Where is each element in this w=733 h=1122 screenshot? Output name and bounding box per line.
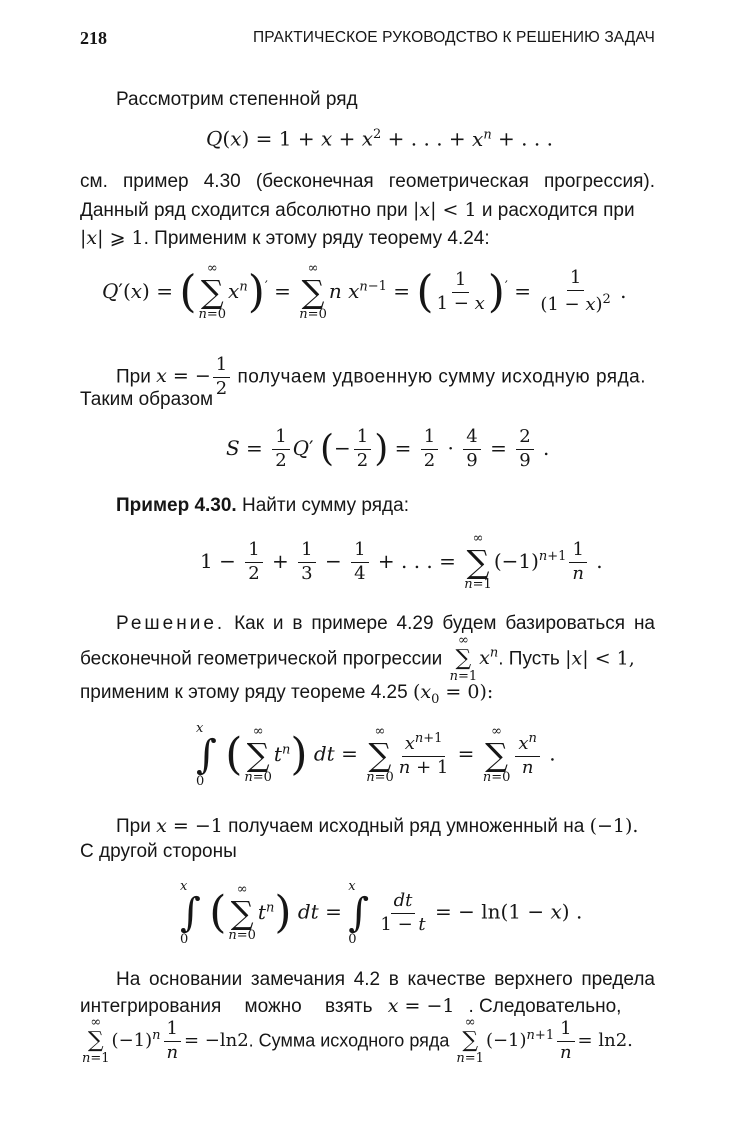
text-pri: При x = − $\frac{1}{2}$ получаем удвоенную сумму исходную ряда. — [116, 354, 647, 399]
text-line-3: |x| ⩾ 1. Применим к этому ряду теорему 4.24: — [80, 227, 490, 249]
formula-series: 1 − $\frac{1}{2}$ + $\frac{1}{3}$ − $\frac{1}{4}$ + . . . = ∞ ∑ n=1 $(-1)^{n+1}$ $\frac{1}{n}$ . — [200, 531, 603, 593]
formula-Q: $Q(x) = 1 + x + x^2$ + . . . + $x^n$ + . . . — [206, 126, 553, 151]
page-header — [80, 28, 655, 52]
text-line-2: Данный ряд сходится абсолютно при |x| < 1 и расходится при — [80, 199, 635, 221]
formula-integral-1: x ∫ 0 ( ∞ ∑ n=0 $t^n$) dt = ∞ ∑ n=0 $\frac{x^{n+1}}{n + 1}$ = ∞ ∑ n=0 $\frac{x^n}{n}$ . — [196, 721, 556, 789]
text-tak: Таким образом — [80, 389, 214, 410]
apply-line: применим к этому ряду теореме 4.25 $(x_0 = 0)$: — [80, 681, 494, 707]
last-line-2: интегрирования можно взять x = −1 . Следовательно, — [80, 995, 622, 1017]
last-line-1: На основании замечания 4.2 в качестве верхнего предела — [116, 969, 655, 990]
solution-line: Решение. Как и в примере 4.29 будем базироваться на — [116, 613, 656, 634]
geo-line: бесконечной геометрической прогрессии ∞ ∑ n=1 $x^n$. Пусть |x| < 1, — [80, 633, 635, 685]
formula-integral-2: x ∫ 0 ( ∞ ∑ n=0 $t^n$) dt = x ∫ 0 $\frac{dt}{1 - t}$ = − ln(1 − x) . — [180, 879, 583, 947]
other-line: С другой стороны — [80, 841, 237, 862]
running-title: ПРАКТИЧЕСКОЕ РУКОВОДСТВО К РЕШЕНИЮ ЗАДАЧ — [253, 29, 655, 46]
intro-text: Рассмотрим степенной ряд — [116, 89, 358, 110]
mult-line: При x = −1 получаем исходный ряд умноженный на (−1). — [116, 815, 639, 837]
formula-S: S = $\frac{1}{2}$ Q′ (− $\frac{1}{2}$ ) = $\frac{1}{2}$ · $\frac{4}{9}$ = $\frac{2}{9}$ . — [226, 426, 550, 471]
last-line-3: ∞ ∑ n=1 $(-1)^n$ $\frac{1}{n}$ = −ln2. Сумма исходного ряда ∞ ∑ n=1 $(-1)^{n+1}$ $\frac{1}{n}$ = ln2. — [82, 1015, 633, 1067]
text-line-1: см. пример 4.30 (бесконечная геометрическая прогрессия). — [80, 171, 655, 192]
example-heading: Пример 4.30. Найти сумму ряда: — [116, 495, 409, 516]
page-number: 218 — [80, 28, 107, 48]
formula-Q-derivative: Q′(x) = ( ∞ ∑ n=0 $x^n)'$ = ∞ ∑ n=0 n $x^{n-1}$ = ( $\frac{1}{1 - x}$ )′ = $\frac{1}{(1 - x)^2}$ . — [102, 261, 627, 323]
